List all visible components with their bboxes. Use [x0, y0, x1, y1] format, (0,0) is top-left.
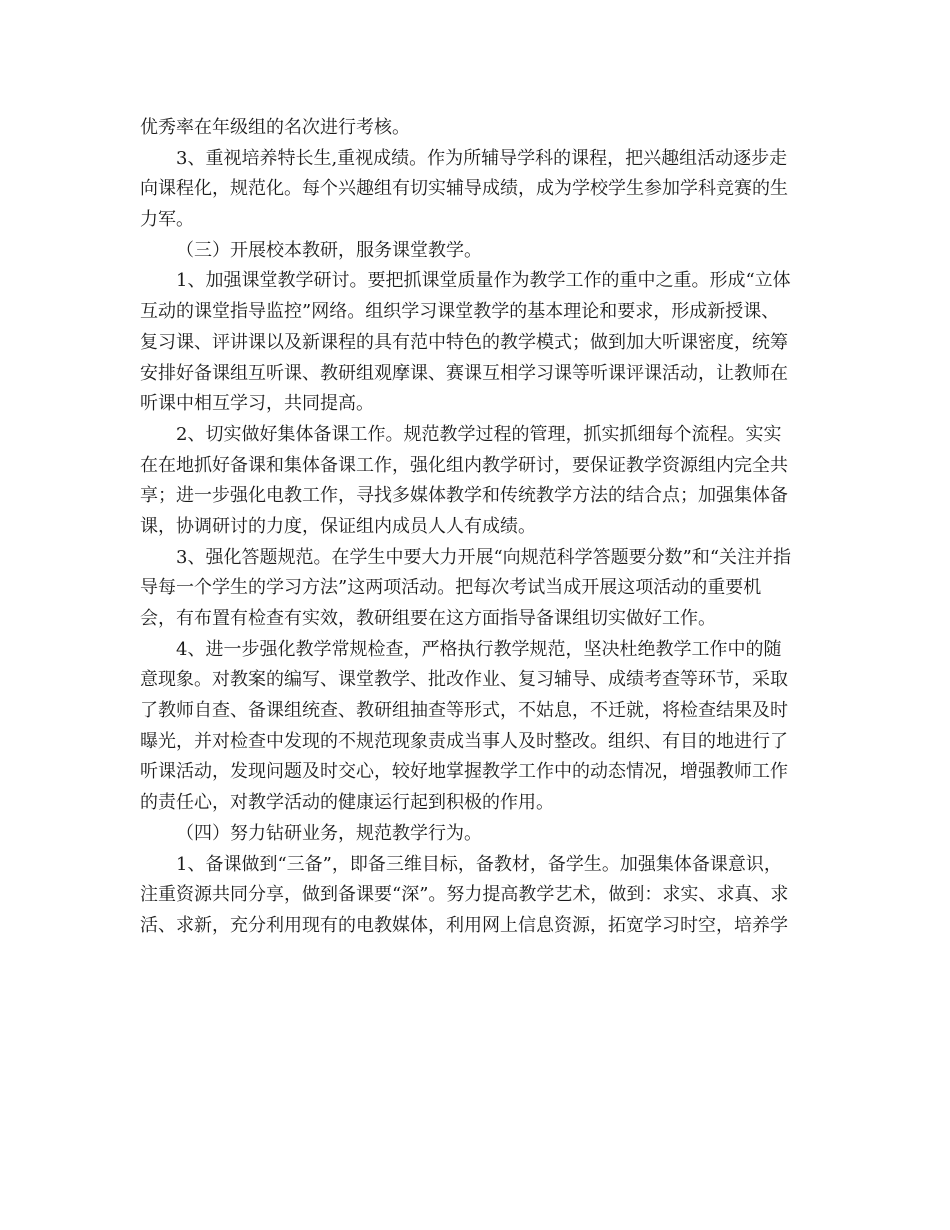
text-line: 听课中相互学习，共同提高。 — [140, 393, 374, 415]
text-line: 注重资源共同分享，做到备课要“深”。努力提高教学艺术，做到：求实、求真、求 — [140, 884, 789, 906]
text-line: 3、强化答题规范。在学生中要大力开展“向规范科学答题要分数”和“关注并指 — [176, 546, 792, 568]
text-line: 安排好备课组互听课、教研组观摩课、赛课互相学习课等听课评课活动，让教师在 — [140, 362, 788, 384]
text-line: 意现象。对教案的编写、课堂教学、批改作业、复习辅导、成绩考查等环节，采取 — [140, 669, 788, 691]
text-line: 复习课、评讲课以及新课程的具有范中特色的教学模式；做到加大听课密度，统筹 — [140, 331, 788, 353]
text-line: 2、切实做好集体备课工作。规范教学过程的管理，抓实抓细每个流程。实实 — [176, 423, 782, 445]
text-line: 1、加强课堂教学研讨。要把抓课堂质量作为教学工作的重中之重。形成“立体 — [176, 270, 791, 292]
text-line: 4、进一步强化教学常规检查，严格执行教学规范，坚决杜绝教学工作中的随 — [176, 638, 782, 660]
text-line: 曝光，并对检查中发现的不规范现象责成当事人及时整改。组织、有目的地进行了 — [140, 730, 788, 752]
text-line: 课，协调研讨的力度，保证组内成员人人有成绩。 — [140, 515, 536, 537]
text-line: 活、求新，充分利用现有的电教媒体，利用网上信息资源，拓宽学习时空，培养学 — [140, 914, 788, 936]
text-line: 了教师自查、备课组统查、教研组抽查等形式，不姑息，不迁就，将检查结果及时 — [140, 700, 788, 722]
text-line: 互动的课堂指导监控”网络。组织学习课堂教学的基本理论和要求，形成新授课、 — [140, 301, 780, 323]
text-line: 会，有布置有检查有实效，教研组要在这方面指导备课组切实做好工作。 — [140, 608, 716, 629]
text-line: 向课程化，规范化。每个兴趣组有切实辅导成绩，成为学校学生参加学科竞赛的生 — [140, 178, 788, 200]
text-line: 的责任心，对教学活动的健康运行起到积极的作用。 — [140, 792, 554, 814]
text-line: 1、备课做到“三备”，即备三维目标，备教材，备学生。加强集体备课意识， — [176, 853, 782, 875]
section-heading: （四）努力钻研业务，规范教学行为。 — [176, 822, 482, 844]
text-line: 听课活动，发现问题及时交心，较好地掌握教学工作中的动态情况，增强教师工作 — [140, 761, 788, 783]
section-heading: （三）开展校本教研，服务课堂教学。 — [176, 239, 482, 261]
text-line: 力军。 — [140, 209, 194, 231]
text-line: 导每一个学生的学习方法”这两项活动。把每次考试当成开展这项活动的重要机 — [140, 577, 762, 599]
text-line: 在在地抓好备课和集体备课工作，强化组内教学研讨，要保证教学资源组内完全共 — [140, 454, 788, 476]
text-line: 3、重视培养特长生,重视成绩。作为所辅导学科的课程，把兴趣组活动逐步走 — [176, 147, 788, 169]
text-line: 享；进一步强化电教工作，寻找多媒体教学和传统教学方法的结合点；加强集体备 — [140, 485, 788, 507]
text-line: 优秀率在年级组的名次进行考核。 — [140, 117, 410, 138]
